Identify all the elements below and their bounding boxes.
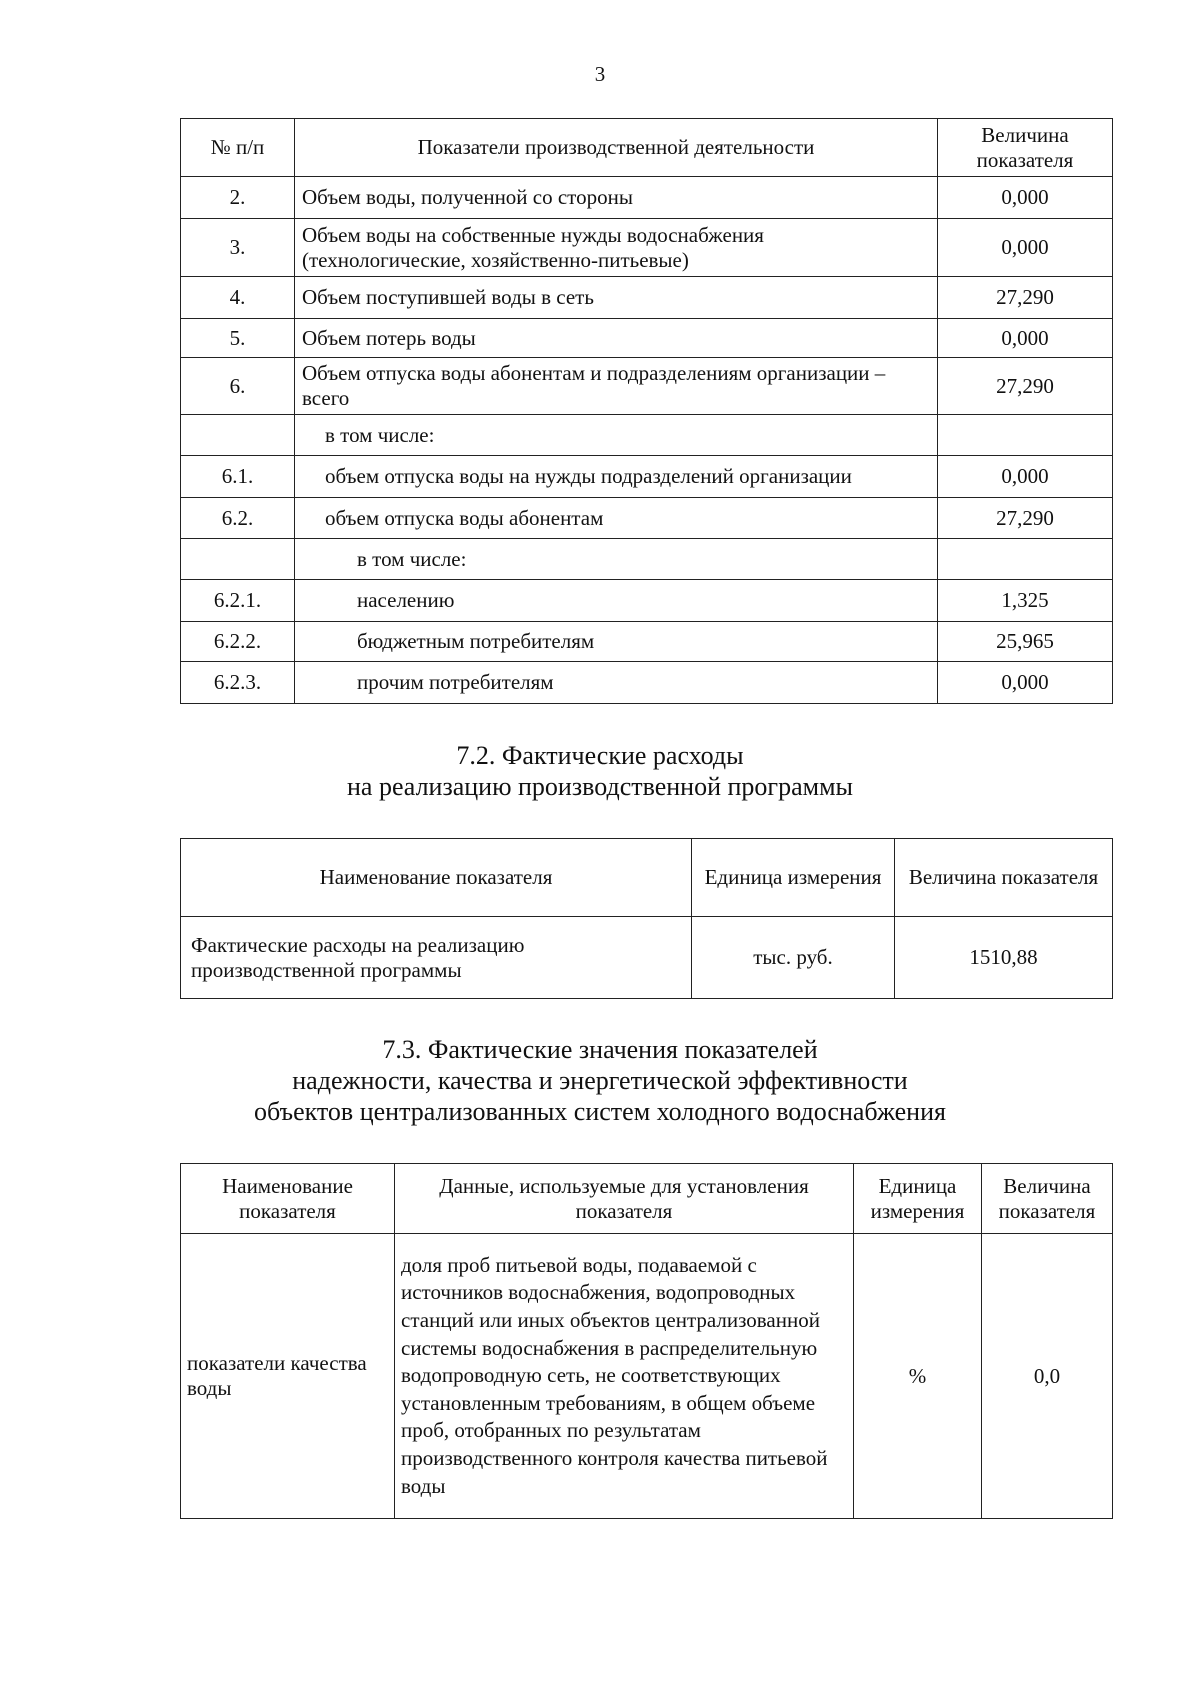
section-7-3-title-line1: 7.3. Фактические значения показателей [382, 1035, 818, 1064]
table-row [181, 415, 1113, 456]
row-name: объем отпуска воды абонентам [295, 498, 938, 539]
row-num: 6. [181, 358, 295, 415]
row-num: 3. [181, 219, 295, 277]
header-data-used: Данные, используемые для установления показателя [395, 1164, 854, 1234]
row-name: Объем отпуска воды абонентам и подразделениям организации – всего [295, 358, 938, 415]
row-value: 0,000 [938, 319, 1113, 358]
row-value: 27,290 [938, 498, 1113, 539]
row-num [181, 539, 295, 580]
row-value: 0,000 [938, 662, 1113, 704]
row-num: 6.2.2. [181, 622, 295, 662]
row-num [181, 415, 295, 456]
table-row [181, 277, 1113, 319]
row-name: объем отпуска воды на нужды подразделений организации [295, 456, 938, 498]
expense-name: Фактические расходы на реализацию производственной программы [181, 917, 692, 999]
header-indicator: Показатели производственной деятельности [295, 119, 938, 177]
production-indicators-table [180, 118, 1113, 704]
row-value: 0,000 [938, 219, 1113, 277]
row-value: 25,965 [938, 622, 1113, 662]
actual-expenses-table [180, 838, 1113, 999]
row-value: 27,290 [938, 358, 1113, 415]
expense-unit: тыс. руб. [692, 917, 895, 999]
row-name: Объем потерь воды [295, 319, 938, 358]
header-value: Величина показателя [895, 839, 1113, 917]
header-value: Величина показателя [982, 1164, 1113, 1234]
row-value: 27,290 [938, 277, 1113, 319]
row-num: 2. [181, 177, 295, 219]
row-value: 0,000 [938, 177, 1113, 219]
table-row [181, 219, 1113, 277]
quality-indicator-data: доля проб питьевой воды, подаваемой с источников водоснабжения, водопроводных станций или иных объектов централизованной системы водоснабжения в распределительную водопроводную сеть, не соответствующих установленным требованиям, в общем объеме проб, отобранных по результатам производственного контроля качества питьевой воды [395, 1234, 854, 1519]
expense-value: 1510,88 [895, 917, 1113, 999]
quality-indicators-table [180, 1163, 1113, 1519]
header-indicator-name: Наименование показателя [181, 839, 692, 917]
row-num: 6.1. [181, 456, 295, 498]
table-row [181, 456, 1113, 498]
row-name: прочим потребителям [295, 662, 938, 704]
row-value: 1,325 [938, 580, 1113, 622]
quality-indicator-value: 0,0 [982, 1234, 1113, 1519]
table-row [181, 1234, 1113, 1519]
header-unit: Единица измерения [854, 1164, 982, 1234]
table-row [181, 622, 1113, 662]
page-number: 3 [594, 62, 606, 86]
section-7-3-title-line2: надежности, качества и энергетической эффективности [292, 1066, 908, 1095]
header-num: № п/п [181, 119, 295, 177]
table-header-row [181, 119, 1113, 177]
row-name: в том числе: [295, 539, 938, 580]
table-header-row [181, 1164, 1113, 1234]
table-row [181, 539, 1113, 580]
quality-indicator-unit: % [854, 1234, 982, 1519]
row-name: Объем поступившей воды в сеть [295, 277, 938, 319]
table-header-row [181, 839, 1113, 917]
table-row [181, 580, 1113, 622]
row-num: 5. [181, 319, 295, 358]
row-num: 6.2.1. [181, 580, 295, 622]
row-name: населению [295, 580, 938, 622]
row-name: Объем воды, полученной со стороны [295, 177, 938, 219]
row-num: 6.2.3. [181, 662, 295, 704]
table-row [181, 177, 1113, 219]
row-num: 6.2. [181, 498, 295, 539]
row-value [938, 539, 1113, 580]
table-row [181, 498, 1113, 539]
section-7-2-heading [0, 740, 1200, 802]
row-num: 4. [181, 277, 295, 319]
header-indicator-name: Наименование показателя [181, 1164, 395, 1234]
quality-indicator-name: показатели качества воды [181, 1234, 395, 1519]
section-7-2-title-line1: 7.2. Фактические расходы [456, 741, 744, 770]
row-name: бюджетным потребителям [295, 622, 938, 662]
table-row [181, 917, 1113, 999]
table-row [181, 319, 1113, 358]
table-row [181, 662, 1113, 704]
row-name: в том числе: [295, 415, 938, 456]
section-7-3-title-line3: объектов централизованных систем холодного водоснабжения [254, 1097, 946, 1126]
table-row [181, 358, 1113, 415]
section-7-3-heading [0, 1034, 1200, 1127]
section-7-2-title-line2: на реализацию производственной программы [346, 772, 853, 801]
row-value [938, 415, 1113, 456]
header-value: Величина показателя [938, 119, 1113, 177]
header-unit: Единица измерения [692, 839, 895, 917]
row-name: Объем воды на собственные нужды водоснабжения (технологические, хозяйственно-питьевые) [295, 219, 938, 277]
row-value: 0,000 [938, 456, 1113, 498]
